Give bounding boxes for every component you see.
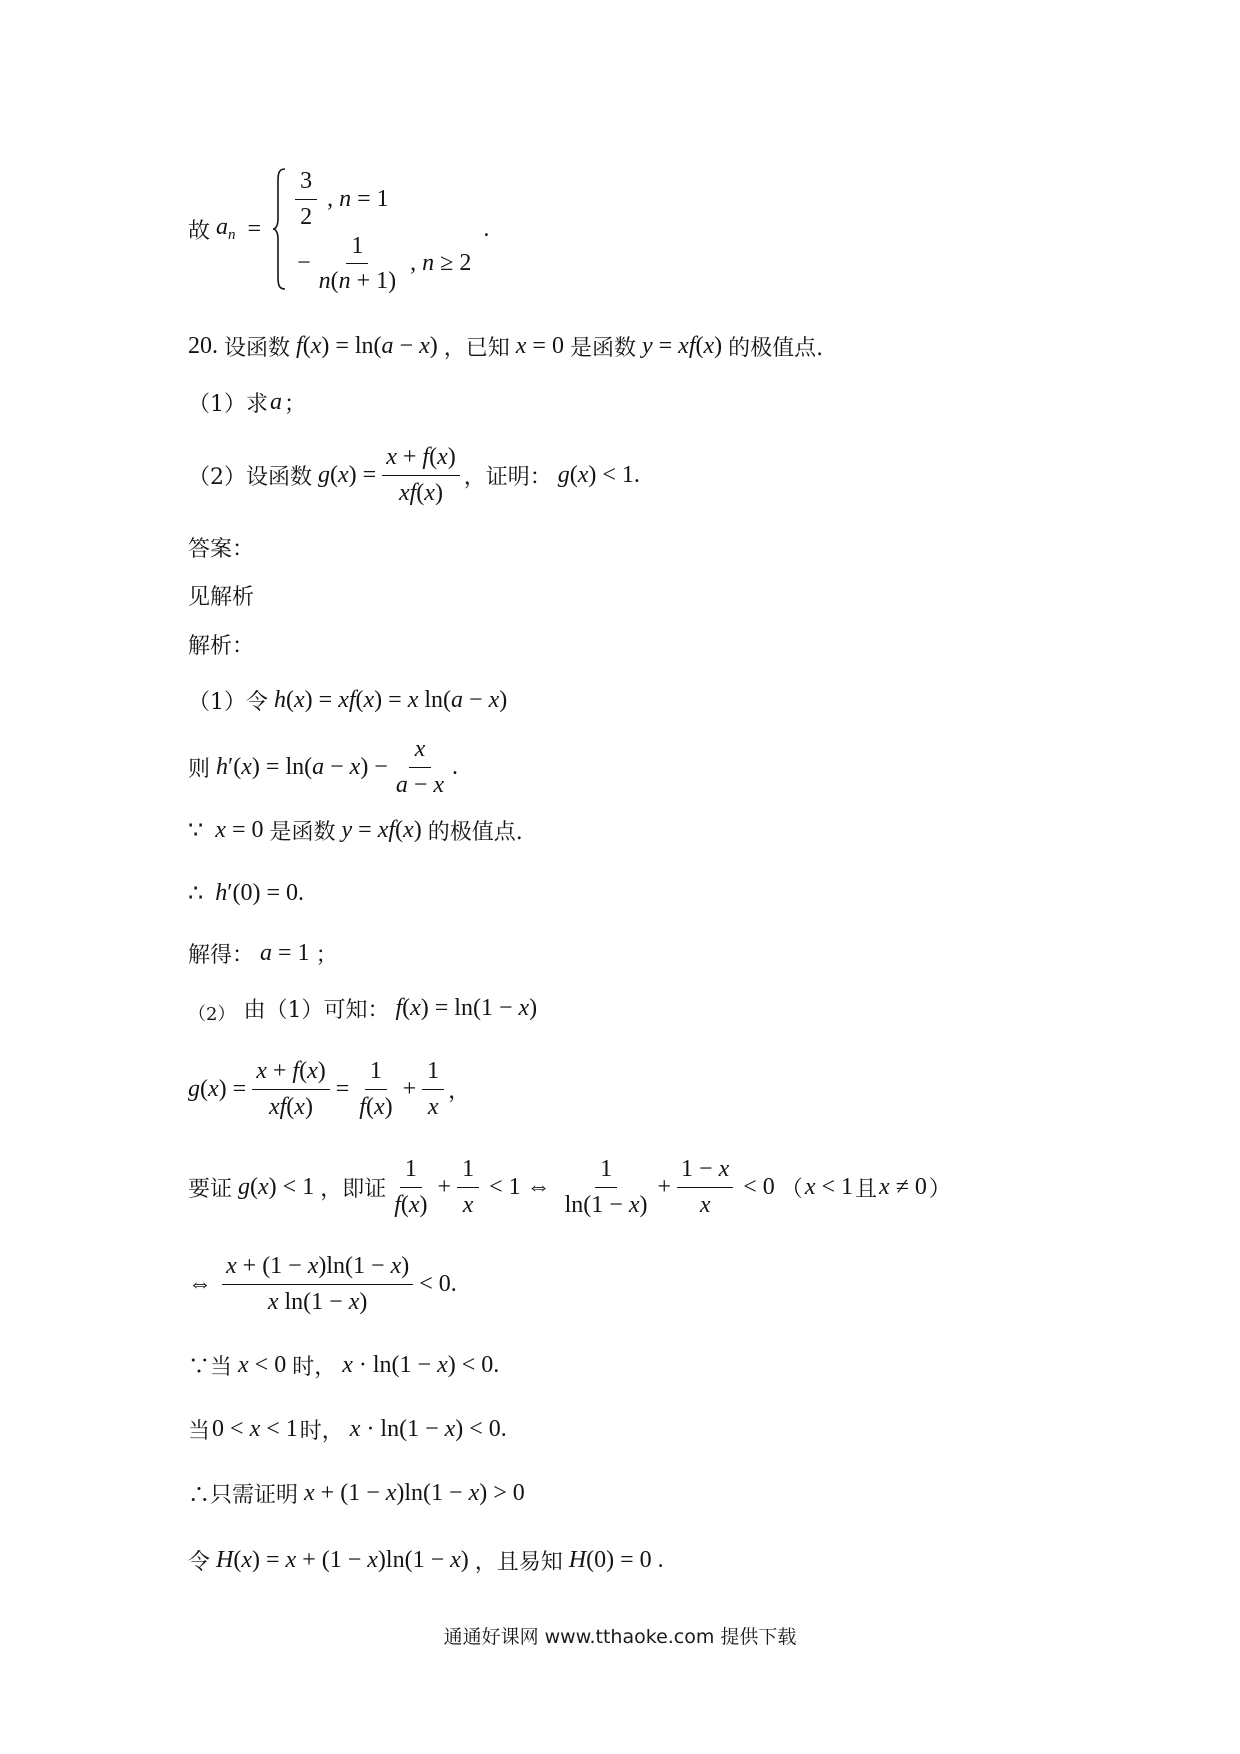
period: . <box>657 1546 664 1573</box>
fraction-denominator: f(x) <box>394 1191 428 1218</box>
left-brace <box>271 167 287 291</box>
solution-label: 解析： <box>188 633 255 659</box>
math-variable: n <box>338 268 351 295</box>
solution-step-11 <box>188 1413 513 1445</box>
math-variable: x <box>363 686 375 713</box>
math-variable: f <box>409 479 417 506</box>
solution-step-10 <box>188 1349 505 1381</box>
relation: < 1 ⇔ <box>489 1173 551 1200</box>
punctuation: ； <box>315 942 338 968</box>
math-variable: f <box>292 1057 300 1084</box>
fraction-denominator: a − x <box>395 771 445 798</box>
fraction-numerator: 1 − x <box>677 1155 733 1188</box>
math-variable: x <box>338 686 349 713</box>
math-variable: x <box>377 816 389 843</box>
math-variable: x <box>349 1415 361 1442</box>
solution-step-2 <box>188 732 464 802</box>
math-variable: f <box>279 1093 287 1120</box>
math-variable: H <box>216 1546 234 1573</box>
part-label: （1）求 <box>188 391 268 417</box>
fraction-denominator: x ln(1 − x) <box>267 1288 368 1315</box>
period: . <box>483 215 490 242</box>
fraction <box>392 735 448 800</box>
math-expression: g(x) = <box>188 1075 247 1102</box>
math-expression: f(x) = ln(a − x) <box>296 332 438 359</box>
math-variable: H <box>568 1546 587 1573</box>
math-variable: x <box>515 332 527 359</box>
math-variable: n <box>228 227 236 243</box>
math-variable: g <box>188 1075 200 1102</box>
math-expression: y = xf(x) <box>641 332 723 359</box>
math-variable: x <box>268 1093 280 1120</box>
fraction <box>561 1155 652 1220</box>
math-variable: x <box>208 1075 219 1102</box>
math-variable: x <box>437 443 448 470</box>
math-variable: n <box>339 185 352 212</box>
equals-sign: = <box>335 1075 350 1102</box>
step-text: ∵当 <box>188 1354 233 1380</box>
math-expression: x < 0 <box>238 1351 287 1378</box>
math-variable: g <box>557 461 570 488</box>
sequence-symbol <box>216 214 228 240</box>
fraction-numerator: 1 <box>595 1155 617 1188</box>
math-variable: f <box>296 332 303 359</box>
math-expression: g(x) < 1. <box>557 461 640 488</box>
math-variable: n <box>318 268 331 295</box>
fraction-numerator: 1 <box>365 1057 387 1090</box>
math-variable: x <box>628 1191 640 1218</box>
math-variable: n <box>422 250 435 277</box>
step-text: 时， <box>292 1354 337 1380</box>
fraction-numerator: 1 <box>346 232 368 265</box>
page-footer: 通通好课网 www.tthaoke.com 提供下载 <box>443 1626 797 1648</box>
math-variable: x <box>398 479 410 506</box>
math-variable: x <box>342 1351 353 1378</box>
math-expression: x · ln(1 − x) < 0. <box>349 1415 507 1442</box>
sequence-subscript <box>228 227 236 243</box>
math-variable: x <box>294 1093 305 1120</box>
equals-sign: = <box>247 215 262 242</box>
problem-part-1 <box>188 386 306 418</box>
math-variable: x <box>373 1093 385 1120</box>
math-variable: y <box>641 332 653 359</box>
problem-text: 设函数 <box>224 335 291 361</box>
case-condition: , n = 1 <box>327 185 389 212</box>
math-variable: f <box>359 1093 366 1120</box>
period: . <box>452 753 459 780</box>
math-variable: x <box>256 1057 267 1084</box>
problem-number: 20. <box>188 332 218 359</box>
math-variable: f <box>688 332 696 359</box>
math-expression: h(x) = xf(x) = x ln(a − x) <box>274 686 508 713</box>
math-variable: x <box>699 1191 711 1218</box>
math-variable: f <box>394 1191 401 1218</box>
problem-text: ，已知 <box>443 335 510 361</box>
fraction-numerator: 1 <box>400 1155 422 1188</box>
fraction <box>222 1252 413 1317</box>
punctuation: ； <box>284 391 307 417</box>
math-variable: x <box>307 1057 318 1084</box>
solution-step-5 <box>188 937 338 969</box>
math-variable: x <box>437 1351 448 1378</box>
step-text: ，即证 <box>320 1176 387 1202</box>
math-variable: a <box>395 771 408 798</box>
math-variable: x <box>304 1479 315 1506</box>
fraction-denominator <box>459 1188 478 1220</box>
math-variable: x <box>414 735 426 762</box>
part-label: （2）设函数 <box>188 464 312 490</box>
math-variable: f <box>348 686 356 713</box>
solution-step-1 <box>188 684 513 716</box>
fraction-denominator: ln(1 − x) <box>564 1191 648 1218</box>
math-variable: x <box>285 1546 297 1573</box>
math-variable: x <box>577 461 589 488</box>
punctuation: ， <box>448 1078 471 1104</box>
step-text: 由（1）可知： <box>243 997 390 1023</box>
solution-heading <box>188 628 254 660</box>
step-text: 解得： <box>188 942 255 968</box>
solution-step-3 <box>188 814 523 846</box>
math-variable: x <box>390 1252 402 1279</box>
conclusion-prefix: 故 <box>188 218 211 244</box>
math-variable: y <box>341 816 353 843</box>
because-symbol: ∵ <box>188 817 204 844</box>
math-variable: x <box>238 1351 249 1378</box>
step-text: 则 <box>188 756 211 782</box>
case-row-first <box>291 167 477 232</box>
math-expression: y = xf(x) <box>341 816 422 843</box>
condition-open-paren: （ <box>780 1176 803 1202</box>
fraction <box>252 1057 330 1122</box>
math-variable: x <box>258 1173 269 1200</box>
math-variable: f <box>422 443 430 470</box>
math-variable: x <box>367 1546 378 1573</box>
fraction-denominator: xf(x) <box>268 1093 313 1120</box>
math-variable: x <box>450 1546 461 1573</box>
math-variable: x <box>703 332 715 359</box>
condition-expression: x ≠ 0 <box>879 1173 927 1200</box>
math-variable: x <box>444 1415 456 1442</box>
math-expression: 0 < x < 1 <box>212 1415 298 1442</box>
fraction-denominator <box>424 1090 443 1122</box>
step-text: 的极值点. <box>427 819 523 845</box>
math-expression: f(x) = ln(1 − x) <box>395 994 538 1021</box>
math-variable: x <box>408 1191 420 1218</box>
solution-step-8 <box>188 1152 951 1222</box>
fraction-numerator: x + f(x) <box>382 443 460 476</box>
math-variable: x <box>419 332 430 359</box>
plus-sign: + <box>402 1075 417 1102</box>
math-variable: x <box>226 1252 237 1279</box>
math-variable: x <box>267 1288 279 1315</box>
math-variable: x <box>348 1288 360 1315</box>
math-expression: x + (1 − x)ln(1 − x) > 0 <box>304 1479 525 1506</box>
fraction-denominator: n(n + 1) <box>318 268 397 295</box>
math-expression: H(0) = 0 <box>568 1546 652 1573</box>
fraction <box>457 1155 479 1220</box>
math-expression: x = 0 <box>515 332 564 359</box>
step-text: 令 <box>188 1549 211 1575</box>
math-variable: x <box>385 1479 397 1506</box>
math-variable: x <box>241 753 252 780</box>
fraction-denominator: 2 <box>300 203 313 230</box>
math-variable: x <box>310 332 322 359</box>
problem-statement <box>188 330 823 362</box>
math-variable: g <box>318 461 330 488</box>
math-variable: x <box>338 461 349 488</box>
case-row-second <box>291 232 477 297</box>
math-variable: a <box>270 388 282 415</box>
math-variable: x <box>804 1173 816 1200</box>
math-expression: h′(x) = ln(a − x) − <box>216 753 388 780</box>
fraction-numerator: 3 <box>295 167 317 200</box>
math-variable: g <box>238 1173 251 1200</box>
math-expression: H(x) = x + (1 − x)ln(1 − x) <box>216 1546 469 1573</box>
math-variable: x <box>407 686 419 713</box>
plus-sign: + <box>437 1173 452 1200</box>
step-text: 要证 <box>188 1176 233 1202</box>
solution-step-6 <box>188 992 543 1024</box>
math-expression: g(x) = <box>318 461 377 488</box>
math-variable: a <box>216 214 229 240</box>
math-expression: x · ln(1 − x) < 0. <box>342 1351 500 1378</box>
math-variable: a <box>381 332 394 359</box>
step-text: 当 <box>188 1418 211 1444</box>
piecewise-sequence-formula <box>188 164 495 294</box>
relation: < 0 <box>743 1173 775 1200</box>
fraction <box>295 167 317 232</box>
answer-label: 答案： <box>188 536 255 562</box>
step-label: （2） <box>188 1004 236 1025</box>
plus-sign: + <box>657 1173 672 1200</box>
math-variable: a <box>260 939 273 966</box>
condition-expression: x < 1 <box>804 1173 854 1200</box>
math-variable: x <box>294 686 305 713</box>
math-variable: x <box>241 1546 253 1573</box>
math-variable: x <box>718 1155 730 1182</box>
solution-step-13 <box>188 1544 670 1576</box>
answer-heading <box>188 531 254 563</box>
fraction-numerator <box>409 735 431 768</box>
fraction-denominator: xf(x) <box>398 479 443 506</box>
fraction <box>390 1155 431 1220</box>
math-expression: a = 1 <box>260 939 310 966</box>
step-text: ∴只需证明 <box>188 1482 299 1508</box>
math-variable: x <box>424 479 435 506</box>
math-variable: f <box>395 994 403 1021</box>
math-variable: x <box>879 1173 890 1200</box>
math-expression: x = 0 <box>215 816 264 843</box>
solution-step-7 <box>188 1054 470 1124</box>
problem-text: 的极值点. <box>728 335 824 361</box>
fraction <box>315 232 401 297</box>
fraction <box>422 1057 444 1122</box>
math-variable: x <box>249 1415 261 1442</box>
math-variable: x <box>349 753 361 780</box>
solution-step-4 <box>188 877 310 909</box>
math-variable: x <box>410 994 421 1021</box>
math-expression: h′(0) = 0. <box>215 879 305 906</box>
problem-part-2 <box>188 440 646 510</box>
math-variable: x <box>427 1093 439 1120</box>
cases-block <box>291 167 477 295</box>
math-variable: x <box>386 443 397 470</box>
math-variable: h <box>216 753 229 780</box>
problem-text: ，证明： <box>463 464 552 490</box>
fraction-denominator <box>696 1188 715 1220</box>
math-variable: h <box>215 879 228 906</box>
math-variable: x <box>215 816 226 843</box>
fraction-denominator: f(x) <box>359 1093 393 1120</box>
answer-text: 见解析 <box>188 584 255 610</box>
answer-body <box>188 579 254 611</box>
math-variable: x <box>403 816 414 843</box>
condition-conjunction: 且 <box>855 1176 878 1202</box>
fraction <box>355 1057 396 1122</box>
sequence-term <box>216 214 236 244</box>
fraction-numerator: 1 <box>422 1057 444 1090</box>
fraction-numerator: x + f(x) <box>252 1057 330 1090</box>
therefore-symbol: ∴ <box>188 880 204 907</box>
minus-sign: − <box>297 250 311 277</box>
math-expression: g(x) < 1 <box>238 1173 315 1200</box>
math-variable: x <box>518 994 530 1021</box>
fraction-numerator: x + (1 − x)ln(1 − x) <box>222 1252 413 1285</box>
solution-step-12 <box>188 1477 531 1509</box>
relation: < 0. <box>419 1270 457 1297</box>
step-text: 时， <box>299 1418 344 1444</box>
fraction <box>382 443 460 508</box>
math-variable: a <box>451 686 464 713</box>
problem-text: 是函数 <box>569 335 636 361</box>
math-variable: x <box>488 686 500 713</box>
fraction <box>677 1155 733 1220</box>
math-variable: x <box>678 332 689 359</box>
step-label: （1）令 <box>188 689 268 715</box>
condition-close-paren: ） <box>928 1176 951 1202</box>
fraction-numerator: 1 <box>457 1155 479 1188</box>
math-variable: h <box>274 686 286 713</box>
math-variable: x <box>462 1191 474 1218</box>
equivalence-symbol: ⇔ <box>188 1270 212 1297</box>
step-text: 是函数 <box>269 819 336 845</box>
solution-step-9 <box>188 1249 463 1319</box>
math-variable: x <box>468 1479 480 1506</box>
math-variable: f <box>388 816 396 843</box>
math-variable: x <box>433 771 445 798</box>
math-expression <box>270 389 282 416</box>
case-condition: , n ≥ 2 <box>410 250 472 277</box>
math-variable: a <box>312 753 325 780</box>
step-text: ，且易知 <box>474 1549 563 1575</box>
math-variable: x <box>307 1252 319 1279</box>
